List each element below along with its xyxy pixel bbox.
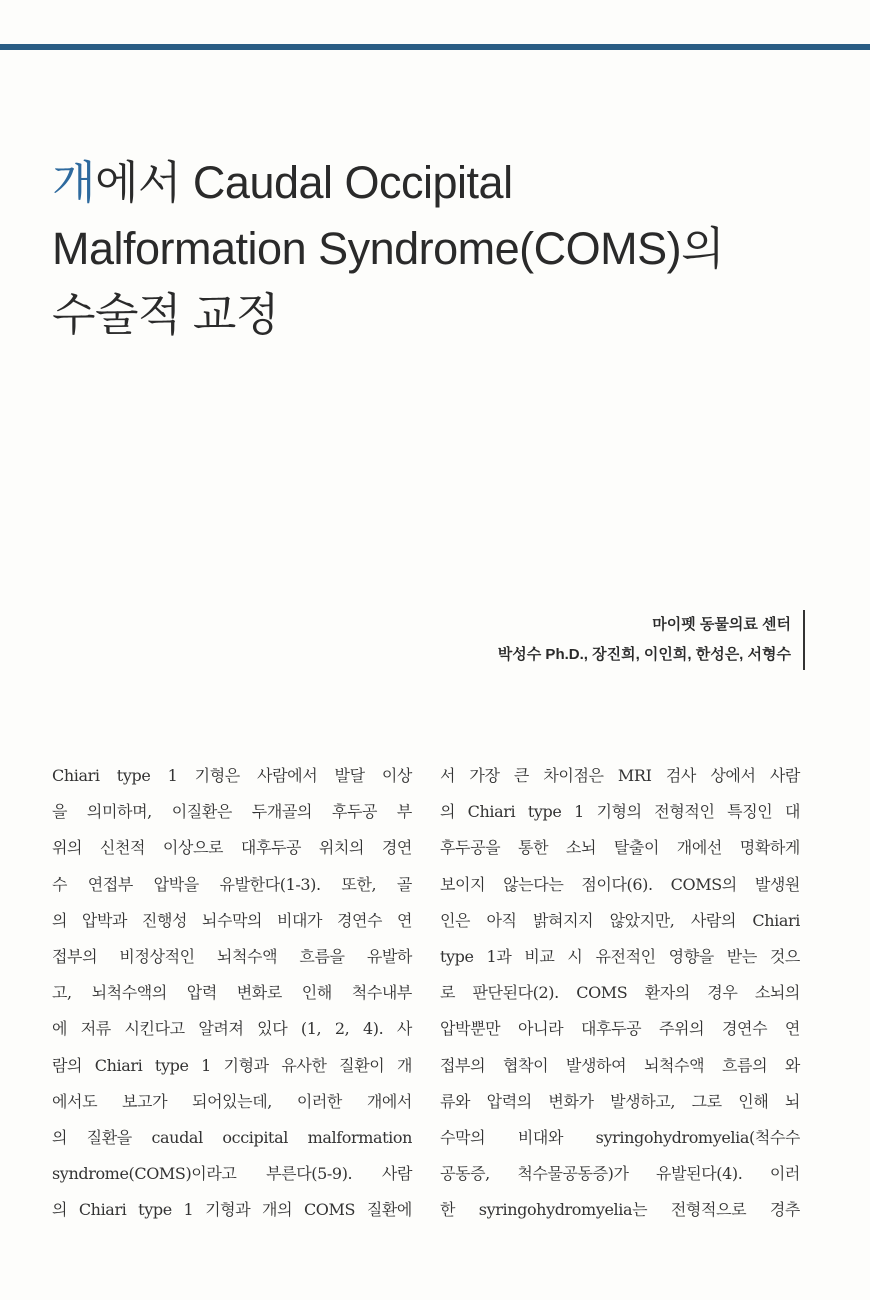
body-text-line: 위의 신천적 이상으로 대후두공 위치의 경연 <box>52 838 412 858</box>
body-text-line: 후두공을 통한 소뇌 탈출이 개에선 명확하게 <box>440 838 800 858</box>
body-column-right <box>440 758 800 1229</box>
author-affiliation <box>498 610 805 670</box>
body-text-line: 고, 뇌척수액의 압력 변화로 인해 척수내부 <box>52 983 412 1003</box>
title-line-2: Malformation Syndrome(COMS)의 <box>52 223 725 274</box>
body-text-line: 의 Chiari type 1 기형과 개의 COMS 질환에 <box>52 1200 412 1220</box>
title-line-3: 수술적 교정 <box>52 289 279 340</box>
body-text-line: 압박뿐만 아니라 대후두공 주위의 경연수 연 <box>440 1019 800 1039</box>
header-rule <box>0 44 870 50</box>
body-text-line: 의 압박과 진행성 뇌수막의 비대가 경연수 연 <box>52 910 412 930</box>
title-line-1-rest: 에서 Caudal Occipital <box>94 157 513 208</box>
body-text-line: 서 가장 큰 차이점은 MRI 검사 상에서 사람 <box>440 766 800 785</box>
body-text-line: 접부의 비정상적인 뇌척수액 흐름을 유발하 <box>52 947 412 967</box>
body-text-line: 보이지 않는다는 점이다(6). COMS의 발생원 <box>440 874 800 894</box>
body-text-line: 에서도 보고가 되어있는데, 이러한 개에서 <box>52 1091 412 1111</box>
body-text-line: 로 판단된다(2). COMS 환자의 경우 소뇌의 <box>440 983 800 1003</box>
title-line-1 <box>52 150 832 216</box>
body-text-line: syndrome(COMS)이라고 부른다(5-9). 사람 <box>52 1164 412 1184</box>
author-list: 박성수 Ph.D., 장진희, 이인희, 한성은, 서형수 <box>497 646 791 663</box>
institution: 마이펫 동물의료 센터 <box>652 616 791 633</box>
body-text-line: 수막의 비대와 syringohydromyelia(척수수 <box>440 1128 800 1148</box>
body-text-line: 의 질환을 caudal occipital malformation <box>52 1128 412 1148</box>
body-text-line: 을 의미하며, 이질환은 두개골의 후두공 부 <box>52 802 412 822</box>
body-text-line: Chiari type 1 기형은 사람에서 발달 이상 <box>52 766 412 785</box>
body-text-line: 한 syringohydromyelia는 전형적으로 경추 <box>440 1200 800 1220</box>
body-text-line: 류와 압력의 변화가 발생하고, 그로 인해 뇌 <box>440 1091 800 1111</box>
body-text-line: 공동증, 척수물공동증)가 유발된다(4). 이러 <box>440 1164 800 1184</box>
body-text-line: 인은 아직 밝혀지지 않았지만, 사람의 Chiari <box>440 910 800 930</box>
body-text-line: 의 Chiari type 1 기형의 전형적인 특징인 대 <box>440 802 800 822</box>
body-text-line: type 1과 비교 시 유전적인 영향을 받는 것으 <box>440 947 800 967</box>
body-text-line: 람의 Chiari type 1 기형과 유사한 질환이 개 <box>52 1055 412 1075</box>
body-text-line: 수 연접부 압박을 유발한다(1-3). 또한, 골 <box>52 874 412 894</box>
title-accent-word: 개 <box>52 157 95 208</box>
body-text-line: 접부의 협착이 발생하여 뇌척수액 흐름의 와 <box>440 1055 800 1075</box>
body-text-line: 에 저류 시킨다고 알려져 있다 (1, 2, 4). 사 <box>52 1019 412 1039</box>
article-title <box>52 150 832 348</box>
body-column-left <box>52 758 412 1229</box>
